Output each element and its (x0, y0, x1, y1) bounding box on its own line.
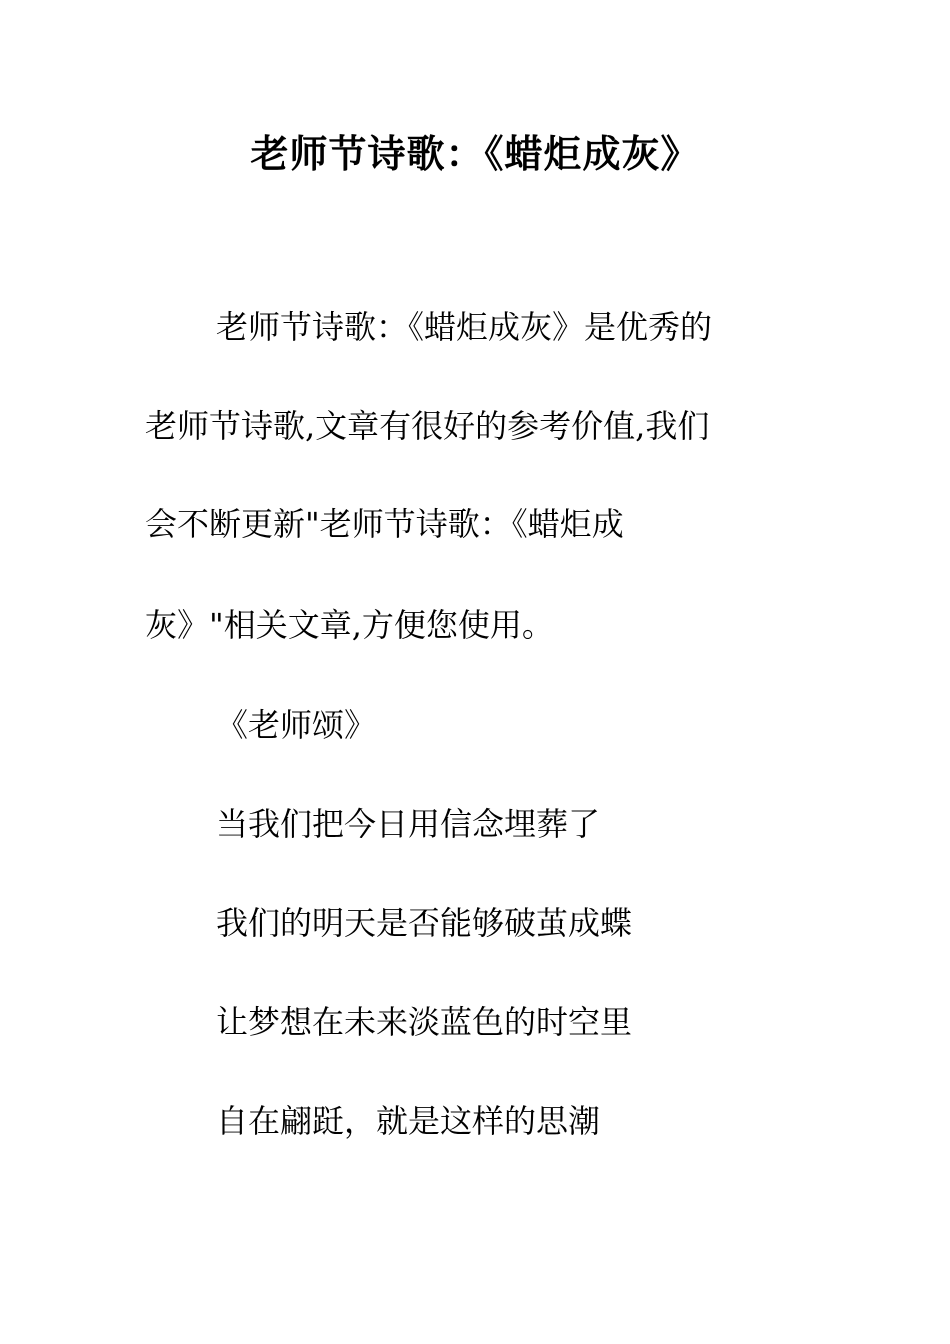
poem-line: 我们的明天是否能够破茧成蝶 (216, 904, 633, 942)
intro-line: 灰》"相关文章,方便您使用。 (145, 606, 554, 644)
document-title: 老师节诗歌：《蜡炬成灰》 (250, 131, 700, 176)
poem-title: 《老师颂》 (216, 706, 377, 744)
intro-line: 老师节诗歌：《蜡炬成灰》是优秀的 (216, 308, 713, 346)
intro-line: 老师节诗歌,文章有很好的参考价值,我们 (145, 407, 710, 445)
poem-line: 当我们把今日用信念埋葬了 (216, 805, 601, 843)
poem-line: 让梦想在未来淡蓝色的时空里 (216, 1003, 633, 1041)
intro-line: 会不断更新"老师节诗歌：《蜡炬成 (145, 505, 624, 543)
poem-line: 自在翩跹，就是这样的思潮 (216, 1102, 601, 1140)
